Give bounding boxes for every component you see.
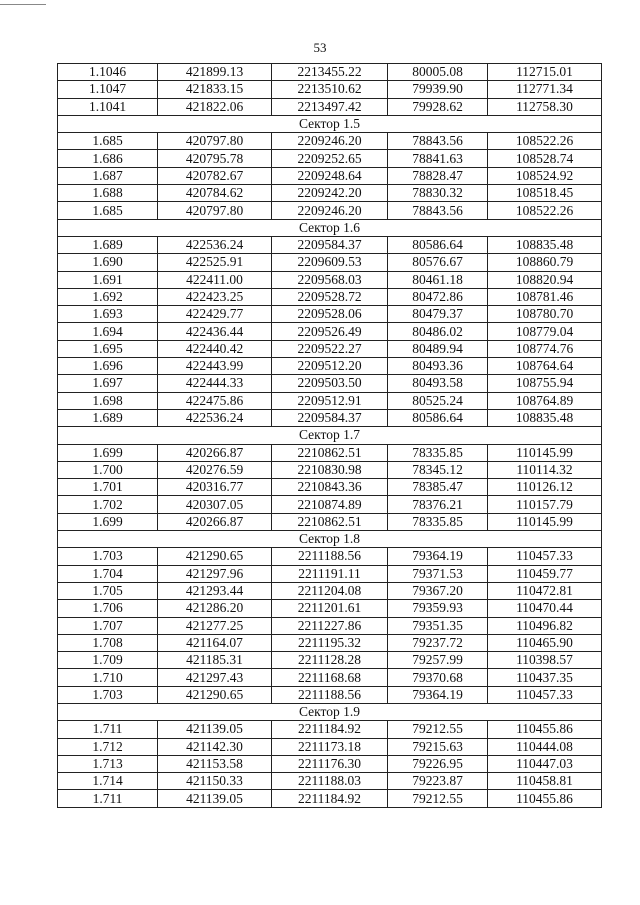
y-coordinate-cell: 2210874.89 (272, 496, 388, 513)
x-coordinate-cell: 420797.80 (158, 202, 272, 219)
y-coordinate-cell: 2211173.18 (272, 738, 388, 755)
x-local-cell: 79364.19 (388, 548, 488, 565)
sector-title: Сектор 1.8 (58, 531, 602, 548)
point-number-cell: 1.694 (58, 323, 158, 340)
x-coordinate-cell: 421139.05 (158, 790, 272, 807)
y-coordinate-cell: 2209246.20 (272, 202, 388, 219)
x-local-cell: 78828.47 (388, 167, 488, 184)
x-local-cell: 79237.72 (388, 634, 488, 651)
table-row (58, 150, 602, 167)
y-coordinate-cell: 2209246.20 (272, 133, 388, 150)
sector-title: Сектор 1.9 (58, 703, 602, 720)
table-row (58, 236, 602, 253)
table-row (58, 755, 602, 772)
x-local-cell: 78841.63 (388, 150, 488, 167)
table-row (58, 375, 602, 392)
page-number: 53 (313, 40, 327, 55)
point-number-cell: 1.1046 (58, 64, 158, 81)
x-local-cell: 78335.85 (388, 513, 488, 530)
sector-header-row (58, 531, 602, 548)
x-coordinate-cell: 420307.05 (158, 496, 272, 513)
coordinates-table-body (58, 64, 602, 808)
point-number-cell: 1.707 (58, 617, 158, 634)
y-coordinate-cell: 2209526.49 (272, 323, 388, 340)
x-coordinate-cell: 421297.96 (158, 565, 272, 582)
point-number-cell: 1.691 (58, 271, 158, 288)
point-number-cell: 1.702 (58, 496, 158, 513)
y-coordinate-cell: 2211188.56 (272, 548, 388, 565)
point-number-cell: 1.703 (58, 686, 158, 703)
x-coordinate-cell: 421293.44 (158, 582, 272, 599)
x-coordinate-cell: 421150.33 (158, 773, 272, 790)
y-coordinate-cell: 2211176.30 (272, 755, 388, 772)
x-coordinate-cell: 422536.24 (158, 236, 272, 253)
y-coordinate-cell: 2209252.65 (272, 150, 388, 167)
x-local-cell: 78843.56 (388, 133, 488, 150)
table-row (58, 461, 602, 478)
x-coordinate-cell: 420795.78 (158, 150, 272, 167)
y-local-cell: 108524.92 (488, 167, 602, 184)
y-local-cell: 108774.76 (488, 340, 602, 357)
y-coordinate-cell: 2209512.20 (272, 358, 388, 375)
x-coordinate-cell: 422436.44 (158, 323, 272, 340)
table-row (58, 565, 602, 582)
point-number-cell: 1.701 (58, 479, 158, 496)
y-local-cell: 110470.44 (488, 600, 602, 617)
x-coordinate-cell: 422423.25 (158, 288, 272, 305)
x-coordinate-cell: 421277.25 (158, 617, 272, 634)
table-row (58, 323, 602, 340)
y-local-cell: 110455.86 (488, 790, 602, 807)
y-local-cell: 110444.08 (488, 738, 602, 755)
y-local-cell: 110145.99 (488, 513, 602, 530)
table-row (58, 254, 602, 271)
x-coordinate-cell: 420266.87 (158, 444, 272, 461)
y-local-cell: 110465.90 (488, 634, 602, 651)
table-row (58, 773, 602, 790)
point-number-cell: 1.689 (58, 409, 158, 426)
y-coordinate-cell: 2211227.86 (272, 617, 388, 634)
x-coordinate-cell: 422444.33 (158, 375, 272, 392)
y-coordinate-cell: 2209248.64 (272, 167, 388, 184)
point-number-cell: 1.699 (58, 444, 158, 461)
y-local-cell: 110457.33 (488, 686, 602, 703)
x-coordinate-cell: 421142.30 (158, 738, 272, 755)
x-coordinate-cell: 422429.77 (158, 306, 272, 323)
x-local-cell: 80461.18 (388, 271, 488, 288)
table-row (58, 738, 602, 755)
x-coordinate-cell: 421286.20 (158, 600, 272, 617)
y-local-cell: 110157.79 (488, 496, 602, 513)
y-coordinate-cell: 2211188.03 (272, 773, 388, 790)
table-row (58, 444, 602, 461)
point-number-cell: 1.685 (58, 133, 158, 150)
scan-corner-mark (0, 4, 46, 5)
y-local-cell: 110398.57 (488, 652, 602, 669)
x-local-cell: 79212.55 (388, 790, 488, 807)
y-local-cell: 110437.35 (488, 669, 602, 686)
y-coordinate-cell: 2209584.37 (272, 236, 388, 253)
x-coordinate-cell: 421185.31 (158, 652, 272, 669)
y-local-cell: 110455.86 (488, 721, 602, 738)
point-number-cell: 1.711 (58, 790, 158, 807)
x-local-cell: 79351.35 (388, 617, 488, 634)
point-number-cell: 1.699 (58, 513, 158, 530)
table-row (58, 64, 602, 81)
y-local-cell: 108764.89 (488, 392, 602, 409)
x-coordinate-cell: 421822.06 (158, 98, 272, 115)
y-local-cell: 110145.99 (488, 444, 602, 461)
point-number-cell: 1.706 (58, 600, 158, 617)
x-local-cell: 78335.85 (388, 444, 488, 461)
y-coordinate-cell: 2211191.11 (272, 565, 388, 582)
x-local-cell: 80493.36 (388, 358, 488, 375)
table-row (58, 582, 602, 599)
x-coordinate-cell: 420782.67 (158, 167, 272, 184)
table-row (58, 167, 602, 184)
point-number-cell: 1.705 (58, 582, 158, 599)
point-number-cell: 1.698 (58, 392, 158, 409)
x-coordinate-cell: 422443.99 (158, 358, 272, 375)
y-local-cell: 110114.32 (488, 461, 602, 478)
y-coordinate-cell: 2209568.03 (272, 271, 388, 288)
x-local-cell: 79223.87 (388, 773, 488, 790)
sector-header-row (58, 703, 602, 720)
x-local-cell: 78345.12 (388, 461, 488, 478)
y-local-cell: 108781.46 (488, 288, 602, 305)
y-coordinate-cell: 2209528.72 (272, 288, 388, 305)
x-local-cell: 78830.32 (388, 185, 488, 202)
point-number-cell: 1.711 (58, 721, 158, 738)
point-number-cell: 1.686 (58, 150, 158, 167)
y-coordinate-cell: 2210830.98 (272, 461, 388, 478)
y-coordinate-cell: 2211168.68 (272, 669, 388, 686)
x-coordinate-cell: 421153.58 (158, 755, 272, 772)
point-number-cell: 1.712 (58, 738, 158, 755)
sector-title: Сектор 1.7 (58, 427, 602, 444)
y-local-cell: 108755.94 (488, 375, 602, 392)
point-number-cell: 1.708 (58, 634, 158, 651)
x-coordinate-cell: 421290.65 (158, 548, 272, 565)
x-coordinate-cell: 421899.13 (158, 64, 272, 81)
x-coordinate-cell: 421833.15 (158, 81, 272, 98)
x-local-cell: 79370.68 (388, 669, 488, 686)
y-local-cell: 110447.03 (488, 755, 602, 772)
x-coordinate-cell: 421139.05 (158, 721, 272, 738)
coordinates-table (57, 63, 602, 808)
point-number-cell: 1.689 (58, 236, 158, 253)
y-coordinate-cell: 2211184.92 (272, 721, 388, 738)
table-row (58, 271, 602, 288)
table-row (58, 358, 602, 375)
y-local-cell: 110457.33 (488, 548, 602, 565)
x-local-cell: 80005.08 (388, 64, 488, 81)
table-row (58, 617, 602, 634)
y-coordinate-cell: 2213455.22 (272, 64, 388, 81)
y-local-cell: 110496.82 (488, 617, 602, 634)
y-coordinate-cell: 2209512.91 (272, 392, 388, 409)
y-coordinate-cell: 2213497.42 (272, 98, 388, 115)
x-coordinate-cell: 422411.00 (158, 271, 272, 288)
sector-header-row (58, 427, 602, 444)
x-local-cell: 79364.19 (388, 686, 488, 703)
table-row (58, 721, 602, 738)
y-coordinate-cell: 2211204.08 (272, 582, 388, 599)
y-local-cell: 112771.34 (488, 81, 602, 98)
point-number-cell: 1.1047 (58, 81, 158, 98)
y-local-cell: 108835.48 (488, 236, 602, 253)
y-coordinate-cell: 2209584.37 (272, 409, 388, 426)
point-number-cell: 1.695 (58, 340, 158, 357)
x-local-cell: 79367.20 (388, 582, 488, 599)
point-number-cell: 1.713 (58, 755, 158, 772)
x-local-cell: 80489.94 (388, 340, 488, 357)
y-coordinate-cell: 2209503.50 (272, 375, 388, 392)
point-number-cell: 1.714 (58, 773, 158, 790)
x-local-cell: 80479.37 (388, 306, 488, 323)
table-row (58, 392, 602, 409)
y-local-cell: 112715.01 (488, 64, 602, 81)
y-coordinate-cell: 2209522.27 (272, 340, 388, 357)
y-local-cell: 110459.77 (488, 565, 602, 582)
point-number-cell: 1.697 (58, 375, 158, 392)
y-coordinate-cell: 2210862.51 (272, 513, 388, 530)
table-row (58, 202, 602, 219)
table-row (58, 306, 602, 323)
table-row (58, 790, 602, 807)
point-number-cell: 1.1041 (58, 98, 158, 115)
x-local-cell: 80525.24 (388, 392, 488, 409)
y-local-cell: 108518.45 (488, 185, 602, 202)
table-row (58, 81, 602, 98)
x-local-cell: 78376.21 (388, 496, 488, 513)
table-row (58, 409, 602, 426)
point-number-cell: 1.700 (58, 461, 158, 478)
y-coordinate-cell: 2209528.06 (272, 306, 388, 323)
x-local-cell: 80472.86 (388, 288, 488, 305)
table-row (58, 288, 602, 305)
x-coordinate-cell: 422440.42 (158, 340, 272, 357)
table-row (58, 133, 602, 150)
point-number-cell: 1.692 (58, 288, 158, 305)
table-row (58, 686, 602, 703)
x-local-cell: 79257.99 (388, 652, 488, 669)
table-row (58, 185, 602, 202)
y-coordinate-cell: 2211201.61 (272, 600, 388, 617)
table-row (58, 634, 602, 651)
table-row (58, 479, 602, 496)
x-local-cell: 78843.56 (388, 202, 488, 219)
x-local-cell: 79359.93 (388, 600, 488, 617)
y-local-cell: 108860.79 (488, 254, 602, 271)
x-coordinate-cell: 420276.59 (158, 461, 272, 478)
y-coordinate-cell: 2211128.28 (272, 652, 388, 669)
x-coordinate-cell: 422536.24 (158, 409, 272, 426)
x-coordinate-cell: 420784.62 (158, 185, 272, 202)
y-local-cell: 108835.48 (488, 409, 602, 426)
x-coordinate-cell: 420797.80 (158, 133, 272, 150)
table-row (58, 600, 602, 617)
y-local-cell: 110458.81 (488, 773, 602, 790)
table-row (58, 513, 602, 530)
table-row (58, 669, 602, 686)
x-local-cell: 80493.58 (388, 375, 488, 392)
sector-header-row (58, 219, 602, 236)
sector-title: Сектор 1.5 (58, 115, 602, 132)
x-local-cell: 79212.55 (388, 721, 488, 738)
sector-header-row (58, 115, 602, 132)
y-coordinate-cell: 2211184.92 (272, 790, 388, 807)
table-row (58, 496, 602, 513)
x-local-cell: 79928.62 (388, 98, 488, 115)
x-local-cell: 79226.95 (388, 755, 488, 772)
y-coordinate-cell: 2209609.53 (272, 254, 388, 271)
y-coordinate-cell: 2210862.51 (272, 444, 388, 461)
y-local-cell: 108764.64 (488, 358, 602, 375)
y-coordinate-cell: 2209242.20 (272, 185, 388, 202)
point-number-cell: 1.703 (58, 548, 158, 565)
x-local-cell: 79939.90 (388, 81, 488, 98)
x-coordinate-cell: 420266.87 (158, 513, 272, 530)
y-local-cell: 108522.26 (488, 202, 602, 219)
point-number-cell: 1.685 (58, 202, 158, 219)
point-number-cell: 1.696 (58, 358, 158, 375)
y-coordinate-cell: 2211188.56 (272, 686, 388, 703)
x-local-cell: 80586.64 (388, 236, 488, 253)
point-number-cell: 1.693 (58, 306, 158, 323)
x-coordinate-cell: 421290.65 (158, 686, 272, 703)
y-local-cell: 110472.81 (488, 582, 602, 599)
x-local-cell: 78385.47 (388, 479, 488, 496)
x-coordinate-cell: 422525.91 (158, 254, 272, 271)
x-coordinate-cell: 422475.86 (158, 392, 272, 409)
x-local-cell: 80586.64 (388, 409, 488, 426)
y-local-cell: 108780.70 (488, 306, 602, 323)
sector-title: Сектор 1.6 (58, 219, 602, 236)
point-number-cell: 1.690 (58, 254, 158, 271)
point-number-cell: 1.709 (58, 652, 158, 669)
y-coordinate-cell: 2211195.32 (272, 634, 388, 651)
point-number-cell: 1.688 (58, 185, 158, 202)
y-local-cell: 110126.12 (488, 479, 602, 496)
x-local-cell: 80576.67 (388, 254, 488, 271)
table-row (58, 652, 602, 669)
x-coordinate-cell: 421164.07 (158, 634, 272, 651)
table-row (58, 548, 602, 565)
y-coordinate-cell: 2213510.62 (272, 81, 388, 98)
y-local-cell: 108779.04 (488, 323, 602, 340)
point-number-cell: 1.710 (58, 669, 158, 686)
x-local-cell: 79371.53 (388, 565, 488, 582)
point-number-cell: 1.687 (58, 167, 158, 184)
y-local-cell: 108522.26 (488, 133, 602, 150)
x-coordinate-cell: 421297.43 (158, 669, 272, 686)
table-row (58, 98, 602, 115)
table-row (58, 340, 602, 357)
x-local-cell: 79215.63 (388, 738, 488, 755)
y-local-cell: 108528.74 (488, 150, 602, 167)
x-coordinate-cell: 420316.77 (158, 479, 272, 496)
y-local-cell: 108820.94 (488, 271, 602, 288)
y-local-cell: 112758.30 (488, 98, 602, 115)
x-local-cell: 80486.02 (388, 323, 488, 340)
point-number-cell: 1.704 (58, 565, 158, 582)
y-coordinate-cell: 2210843.36 (272, 479, 388, 496)
